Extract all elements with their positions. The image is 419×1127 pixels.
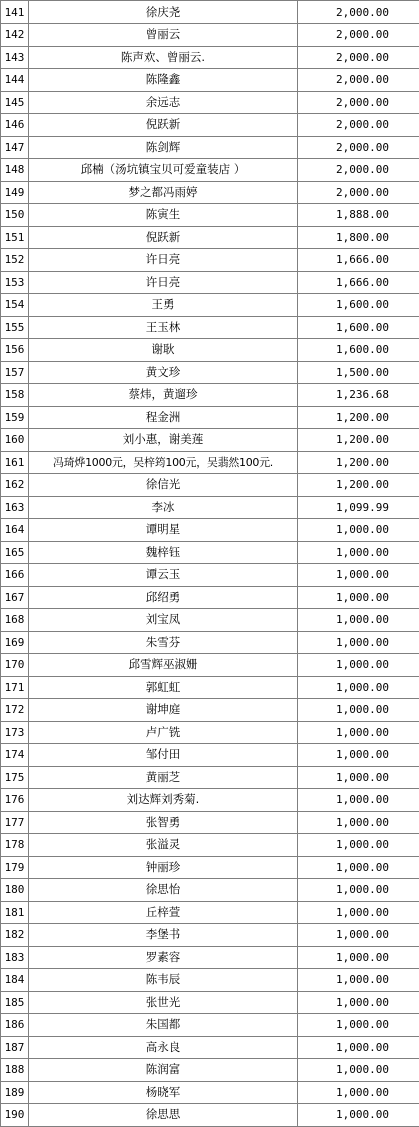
amount-cell[interactable]: 1,666.00 xyxy=(298,249,419,272)
donor-name-cell[interactable]: 丘梓萱 xyxy=(29,901,298,924)
amount-cell[interactable]: 1,000.00 xyxy=(298,1036,419,1059)
row-number-cell[interactable]: 180 xyxy=(1,879,29,902)
row-number-cell[interactable]: 179 xyxy=(1,856,29,879)
donor-name-cell[interactable]: 谭明星 xyxy=(29,519,298,542)
donor-name-cell[interactable]: 杨晓军 xyxy=(29,1081,298,1104)
table-row xyxy=(1,946,419,969)
row-number-cell[interactable]: 157 xyxy=(1,361,29,384)
donor-name-cell[interactable]: 谭云玉 xyxy=(29,564,298,587)
amount-cell[interactable]: 1,000.00 xyxy=(298,766,419,789)
row-number-cell[interactable]: 169 xyxy=(1,631,29,654)
row-number-cell[interactable]: 145 xyxy=(1,91,29,114)
amount-cell[interactable]: 1,000.00 xyxy=(298,699,419,722)
table-row xyxy=(1,114,419,137)
table-row xyxy=(1,204,419,227)
table-row xyxy=(1,181,419,204)
table-row xyxy=(1,294,419,317)
row-number-cell[interactable]: 154 xyxy=(1,294,29,317)
amount-cell[interactable]: 1,000.00 xyxy=(298,519,419,542)
table-row xyxy=(1,564,419,587)
amount-cell[interactable]: 1,000.00 xyxy=(298,1014,419,1037)
table-row xyxy=(1,316,419,339)
amount-cell[interactable]: 2,000.00 xyxy=(298,181,419,204)
donor-name-cell[interactable]: 徐思思 xyxy=(29,1104,298,1127)
table-row xyxy=(1,384,419,407)
row-number-cell[interactable]: 186 xyxy=(1,1014,29,1037)
table-row xyxy=(1,1014,419,1037)
donor-name-cell[interactable]: 刘达辉刘秀菊. xyxy=(29,789,298,812)
donor-name-cell[interactable]: 许日亮 xyxy=(29,249,298,272)
table-row xyxy=(1,856,419,879)
donor-name-cell[interactable]: 邱雪辉巫淑姗 xyxy=(29,654,298,677)
donor-name-cell[interactable]: 郭虹虹 xyxy=(29,676,298,699)
row-number-cell[interactable]: 174 xyxy=(1,744,29,767)
donor-name-cell[interactable]: 朱国都 xyxy=(29,1014,298,1037)
table-row xyxy=(1,654,419,677)
table-row xyxy=(1,519,419,542)
table-row xyxy=(1,406,419,429)
table-row xyxy=(1,1,419,24)
donor-name-cell[interactable]: 刘小惠，谢美莲 xyxy=(29,429,298,452)
row-number-cell[interactable]: 184 xyxy=(1,969,29,992)
donor-name-cell[interactable]: 陈声欢、曾丽云. xyxy=(29,46,298,69)
row-number-cell[interactable]: 178 xyxy=(1,834,29,857)
amount-cell[interactable]: 1,000.00 xyxy=(298,834,419,857)
amount-cell[interactable]: 1,200.00 xyxy=(298,406,419,429)
table-row xyxy=(1,834,419,857)
amount-cell[interactable]: 1,600.00 xyxy=(298,316,419,339)
row-number-cell[interactable]: 175 xyxy=(1,766,29,789)
table-row xyxy=(1,46,419,69)
donor-name-cell[interactable]: 黄丽芝 xyxy=(29,766,298,789)
row-number-cell[interactable]: 146 xyxy=(1,114,29,137)
amount-cell[interactable]: 2,000.00 xyxy=(298,136,419,159)
row-number-cell[interactable]: 173 xyxy=(1,721,29,744)
table-row xyxy=(1,879,419,902)
row-number-cell[interactable]: 155 xyxy=(1,316,29,339)
amount-cell[interactable]: 1,500.00 xyxy=(298,361,419,384)
amount-cell[interactable]: 1,600.00 xyxy=(298,294,419,317)
amount-cell[interactable]: 1,200.00 xyxy=(298,429,419,452)
amount-cell[interactable]: 1,000.00 xyxy=(298,879,419,902)
amount-cell[interactable]: 1,000.00 xyxy=(298,1104,419,1127)
table-row xyxy=(1,249,419,272)
donor-name-cell[interactable]: 张智勇 xyxy=(29,811,298,834)
table-row xyxy=(1,474,419,497)
donor-name-cell[interactable]: 罗素容 xyxy=(29,946,298,969)
amount-cell[interactable]: 1,000.00 xyxy=(298,744,419,767)
row-number-cell[interactable]: 151 xyxy=(1,226,29,249)
donor-name-cell[interactable]: 王勇 xyxy=(29,294,298,317)
table-row xyxy=(1,496,419,519)
amount-cell[interactable]: 2,000.00 xyxy=(298,159,419,182)
amount-cell[interactable]: 1,888.00 xyxy=(298,204,419,227)
table-row xyxy=(1,226,419,249)
amount-cell[interactable]: 1,099.99 xyxy=(298,496,419,519)
table-row xyxy=(1,811,419,834)
row-number-cell[interactable]: 165 xyxy=(1,541,29,564)
donor-name-cell[interactable]: 高永良 xyxy=(29,1036,298,1059)
amount-cell[interactable]: 1,800.00 xyxy=(298,226,419,249)
table-row xyxy=(1,339,419,362)
amount-cell[interactable]: 1,200.00 xyxy=(298,474,419,497)
amount-cell[interactable]: 1,666.00 xyxy=(298,271,419,294)
amount-cell[interactable]: 2,000.00 xyxy=(298,69,419,92)
amount-cell[interactable]: 1,236.68 xyxy=(298,384,419,407)
table-row xyxy=(1,361,419,384)
amount-cell[interactable]: 1,000.00 xyxy=(298,991,419,1014)
row-number-cell[interactable]: 166 xyxy=(1,564,29,587)
table-row xyxy=(1,136,419,159)
table-row xyxy=(1,91,419,114)
amount-cell[interactable]: 1,000.00 xyxy=(298,564,419,587)
donor-name-cell[interactable]: 张世光 xyxy=(29,991,298,1014)
row-number-cell[interactable]: 147 xyxy=(1,136,29,159)
table-row xyxy=(1,766,419,789)
amount-cell[interactable]: 1,000.00 xyxy=(298,721,419,744)
table-row xyxy=(1,451,419,474)
donor-name-cell[interactable]: 陈剑辉 xyxy=(29,136,298,159)
donor-name-cell[interactable]: 邱绍勇 xyxy=(29,586,298,609)
donor-name-cell[interactable]: 冯琦烨1000元，吴梓筠100元，吴翡然100元. xyxy=(29,451,298,474)
amount-cell[interactable]: 1,000.00 xyxy=(298,541,419,564)
table-row xyxy=(1,901,419,924)
amount-cell[interactable]: 1,600.00 xyxy=(298,339,419,362)
donor-name-cell[interactable]: 卢广铣 xyxy=(29,721,298,744)
table-row xyxy=(1,1081,419,1104)
table-row xyxy=(1,699,419,722)
table-row xyxy=(1,924,419,947)
row-number-cell[interactable]: 160 xyxy=(1,429,29,452)
donor-name-cell[interactable]: 邱楠（汤坑镇宝贝可爱童装店 ） xyxy=(29,159,298,182)
donor-name-cell[interactable]: 许日亮 xyxy=(29,271,298,294)
row-number-cell[interactable]: 187 xyxy=(1,1036,29,1059)
row-number-cell[interactable]: 189 xyxy=(1,1081,29,1104)
row-number-cell[interactable]: 144 xyxy=(1,69,29,92)
row-number-cell[interactable]: 171 xyxy=(1,676,29,699)
row-number-cell[interactable]: 181 xyxy=(1,901,29,924)
row-number-cell[interactable]: 182 xyxy=(1,924,29,947)
amount-cell[interactable]: 1,000.00 xyxy=(298,609,419,632)
amount-cell[interactable]: 1,000.00 xyxy=(298,1081,419,1104)
amount-cell[interactable]: 2,000.00 xyxy=(298,24,419,47)
table-row xyxy=(1,159,419,182)
amount-cell[interactable]: 1,000.00 xyxy=(298,1059,419,1082)
row-number-cell[interactable]: 170 xyxy=(1,654,29,677)
row-number-cell[interactable]: 167 xyxy=(1,586,29,609)
table-row xyxy=(1,429,419,452)
amount-cell[interactable]: 1,000.00 xyxy=(298,856,419,879)
amount-cell[interactable]: 1,000.00 xyxy=(298,969,419,992)
table-row xyxy=(1,789,419,812)
row-number-cell[interactable]: 176 xyxy=(1,789,29,812)
table-row xyxy=(1,721,419,744)
table-row xyxy=(1,1104,419,1127)
row-number-cell[interactable]: 164 xyxy=(1,519,29,542)
row-number-cell[interactable]: 152 xyxy=(1,249,29,272)
table-row xyxy=(1,609,419,632)
table-row xyxy=(1,1036,419,1059)
table-body xyxy=(1,1,419,1127)
donor-name-cell[interactable]: 倪跃新 xyxy=(29,114,298,137)
table-row xyxy=(1,586,419,609)
donor-name-cell[interactable]: 黄文珍 xyxy=(29,361,298,384)
donor-name-cell[interactable]: 倪跃新 xyxy=(29,226,298,249)
donor-name-cell[interactable]: 李堡书 xyxy=(29,924,298,947)
row-number-cell[interactable]: 190 xyxy=(1,1104,29,1127)
donor-name-cell[interactable]: 刘宝凤 xyxy=(29,609,298,632)
row-number-cell[interactable]: 148 xyxy=(1,159,29,182)
row-number-cell[interactable]: 161 xyxy=(1,451,29,474)
donor-name-cell[interactable]: 陈润富 xyxy=(29,1059,298,1082)
table-row xyxy=(1,744,419,767)
donor-name-cell[interactable]: 陈寅生 xyxy=(29,204,298,227)
table-row xyxy=(1,69,419,92)
amount-cell[interactable]: 2,000.00 xyxy=(298,1,419,24)
table-row xyxy=(1,1059,419,1082)
amount-cell[interactable]: 1,000.00 xyxy=(298,901,419,924)
row-number-cell[interactable]: 185 xyxy=(1,991,29,1014)
row-number-cell[interactable]: 162 xyxy=(1,474,29,497)
row-number-cell[interactable]: 153 xyxy=(1,271,29,294)
donor-name-cell[interactable]: 余远志 xyxy=(29,91,298,114)
row-number-cell[interactable]: 168 xyxy=(1,609,29,632)
amount-cell[interactable]: 1,000.00 xyxy=(298,586,419,609)
row-number-cell[interactable]: 150 xyxy=(1,204,29,227)
row-number-cell[interactable]: 158 xyxy=(1,384,29,407)
donor-name-cell[interactable]: 朱雪芬 xyxy=(29,631,298,654)
row-number-cell[interactable]: 149 xyxy=(1,181,29,204)
donor-name-cell[interactable]: 陈韦辰 xyxy=(29,969,298,992)
amount-cell[interactable]: 1,000.00 xyxy=(298,631,419,654)
donor-name-cell[interactable]: 梦之都冯雨婷 xyxy=(29,181,298,204)
amount-cell[interactable]: 1,000.00 xyxy=(298,811,419,834)
donor-name-cell[interactable]: 邹付田 xyxy=(29,744,298,767)
table-row xyxy=(1,541,419,564)
donor-name-cell[interactable]: 钟丽珍 xyxy=(29,856,298,879)
amount-cell[interactable]: 1,000.00 xyxy=(298,654,419,677)
row-number-cell[interactable]: 163 xyxy=(1,496,29,519)
table-row xyxy=(1,991,419,1014)
row-number-cell[interactable]: 142 xyxy=(1,24,29,47)
amount-cell[interactable]: 2,000.00 xyxy=(298,114,419,137)
table-row xyxy=(1,676,419,699)
donor-name-cell[interactable]: 魏梓钰 xyxy=(29,541,298,564)
amount-cell[interactable]: 1,000.00 xyxy=(298,924,419,947)
table-row xyxy=(1,969,419,992)
donor-name-cell[interactable]: 王玉林 xyxy=(29,316,298,339)
donor-name-cell[interactable]: 徐信光 xyxy=(29,474,298,497)
table-row xyxy=(1,271,419,294)
amount-cell[interactable]: 1,000.00 xyxy=(298,676,419,699)
row-number-cell[interactable]: 177 xyxy=(1,811,29,834)
donor-name-cell[interactable]: 程金洲 xyxy=(29,406,298,429)
amount-cell[interactable]: 1,200.00 xyxy=(298,451,419,474)
donor-name-cell[interactable]: 陈隆鑫 xyxy=(29,69,298,92)
row-number-cell[interactable]: 143 xyxy=(1,46,29,69)
donor-name-cell[interactable]: 徐思怡 xyxy=(29,879,298,902)
amount-cell[interactable]: 2,000.00 xyxy=(298,91,419,114)
row-number-cell[interactable]: 141 xyxy=(1,1,29,24)
amount-cell[interactable]: 1,000.00 xyxy=(298,789,419,812)
donor-name-cell[interactable]: 谢坤庭 xyxy=(29,699,298,722)
donor-name-cell[interactable]: 谢耿 xyxy=(29,339,298,362)
row-number-cell[interactable]: 172 xyxy=(1,699,29,722)
table-row xyxy=(1,631,419,654)
row-number-cell[interactable]: 183 xyxy=(1,946,29,969)
row-number-cell[interactable]: 188 xyxy=(1,1059,29,1082)
donor-name-cell[interactable]: 张溢灵 xyxy=(29,834,298,857)
amount-cell[interactable]: 2,000.00 xyxy=(298,46,419,69)
row-number-cell[interactable]: 156 xyxy=(1,339,29,362)
donor-name-cell[interactable]: 蔡炜，黄遛珍 xyxy=(29,384,298,407)
table-row xyxy=(1,24,419,47)
donor-name-cell[interactable]: 李冰 xyxy=(29,496,298,519)
amount-cell[interactable]: 1,000.00 xyxy=(298,946,419,969)
row-number-cell[interactable]: 159 xyxy=(1,406,29,429)
donor-name-cell[interactable]: 徐庆尧 xyxy=(29,1,298,24)
donor-name-cell[interactable]: 曾丽云 xyxy=(29,24,298,47)
